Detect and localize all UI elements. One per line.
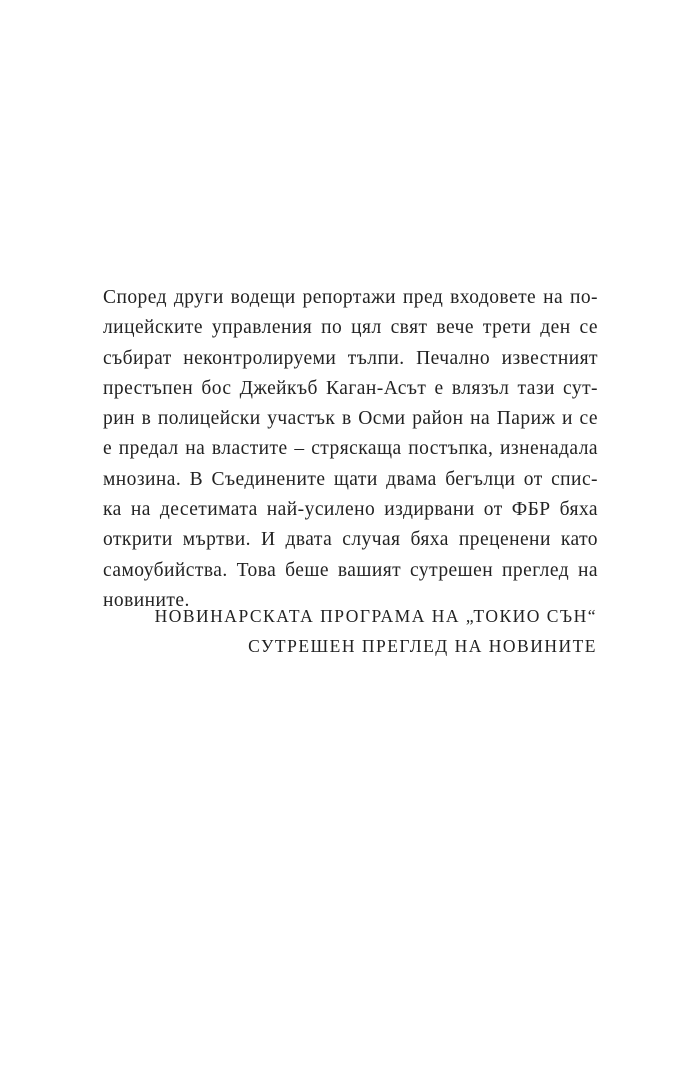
paragraph-line: ка на десетимата най-усилено издирвани от ФБР бяха [103,499,598,521]
news-paragraph [103,283,598,616]
attribution-program: НОВИНАРСКАТА ПРОГРАМА НА „ТОКИО СЪН“ [154,606,597,626]
attribution-segment: СУТРЕШЕН ПРЕГЛЕД НА НОВИНИТЕ [248,636,597,656]
paragraph-line: самоубийства. Това беше вашият сутрешен преглед на [103,559,598,581]
paragraph-line: престъпен бос Джейкъб Каган-Асът е влязъл тази сут- [103,377,598,399]
paragraph-line: Според други водещи репортажи пред входовете на по- [103,287,598,308]
paragraph-line: събират неконтролируеми тълпи. Печално известният [103,347,598,369]
source-attribution [102,601,597,661]
paragraph-line: новините. [103,589,190,611]
paragraph-line: мнозина. В Съединените щати двама бегълци от спис- [103,468,598,490]
paragraph-line: е предал на властите – стряскаща постъпка, изненадала [103,438,598,460]
paragraph-line: открити мъртви. И двата случая бяха преценени като [103,529,598,551]
paragraph-line: лицейските управления по цял свят вече трети ден се [103,317,598,339]
paragraph-line: рин в полицейски участък в Осми район на Париж и се [103,408,598,430]
